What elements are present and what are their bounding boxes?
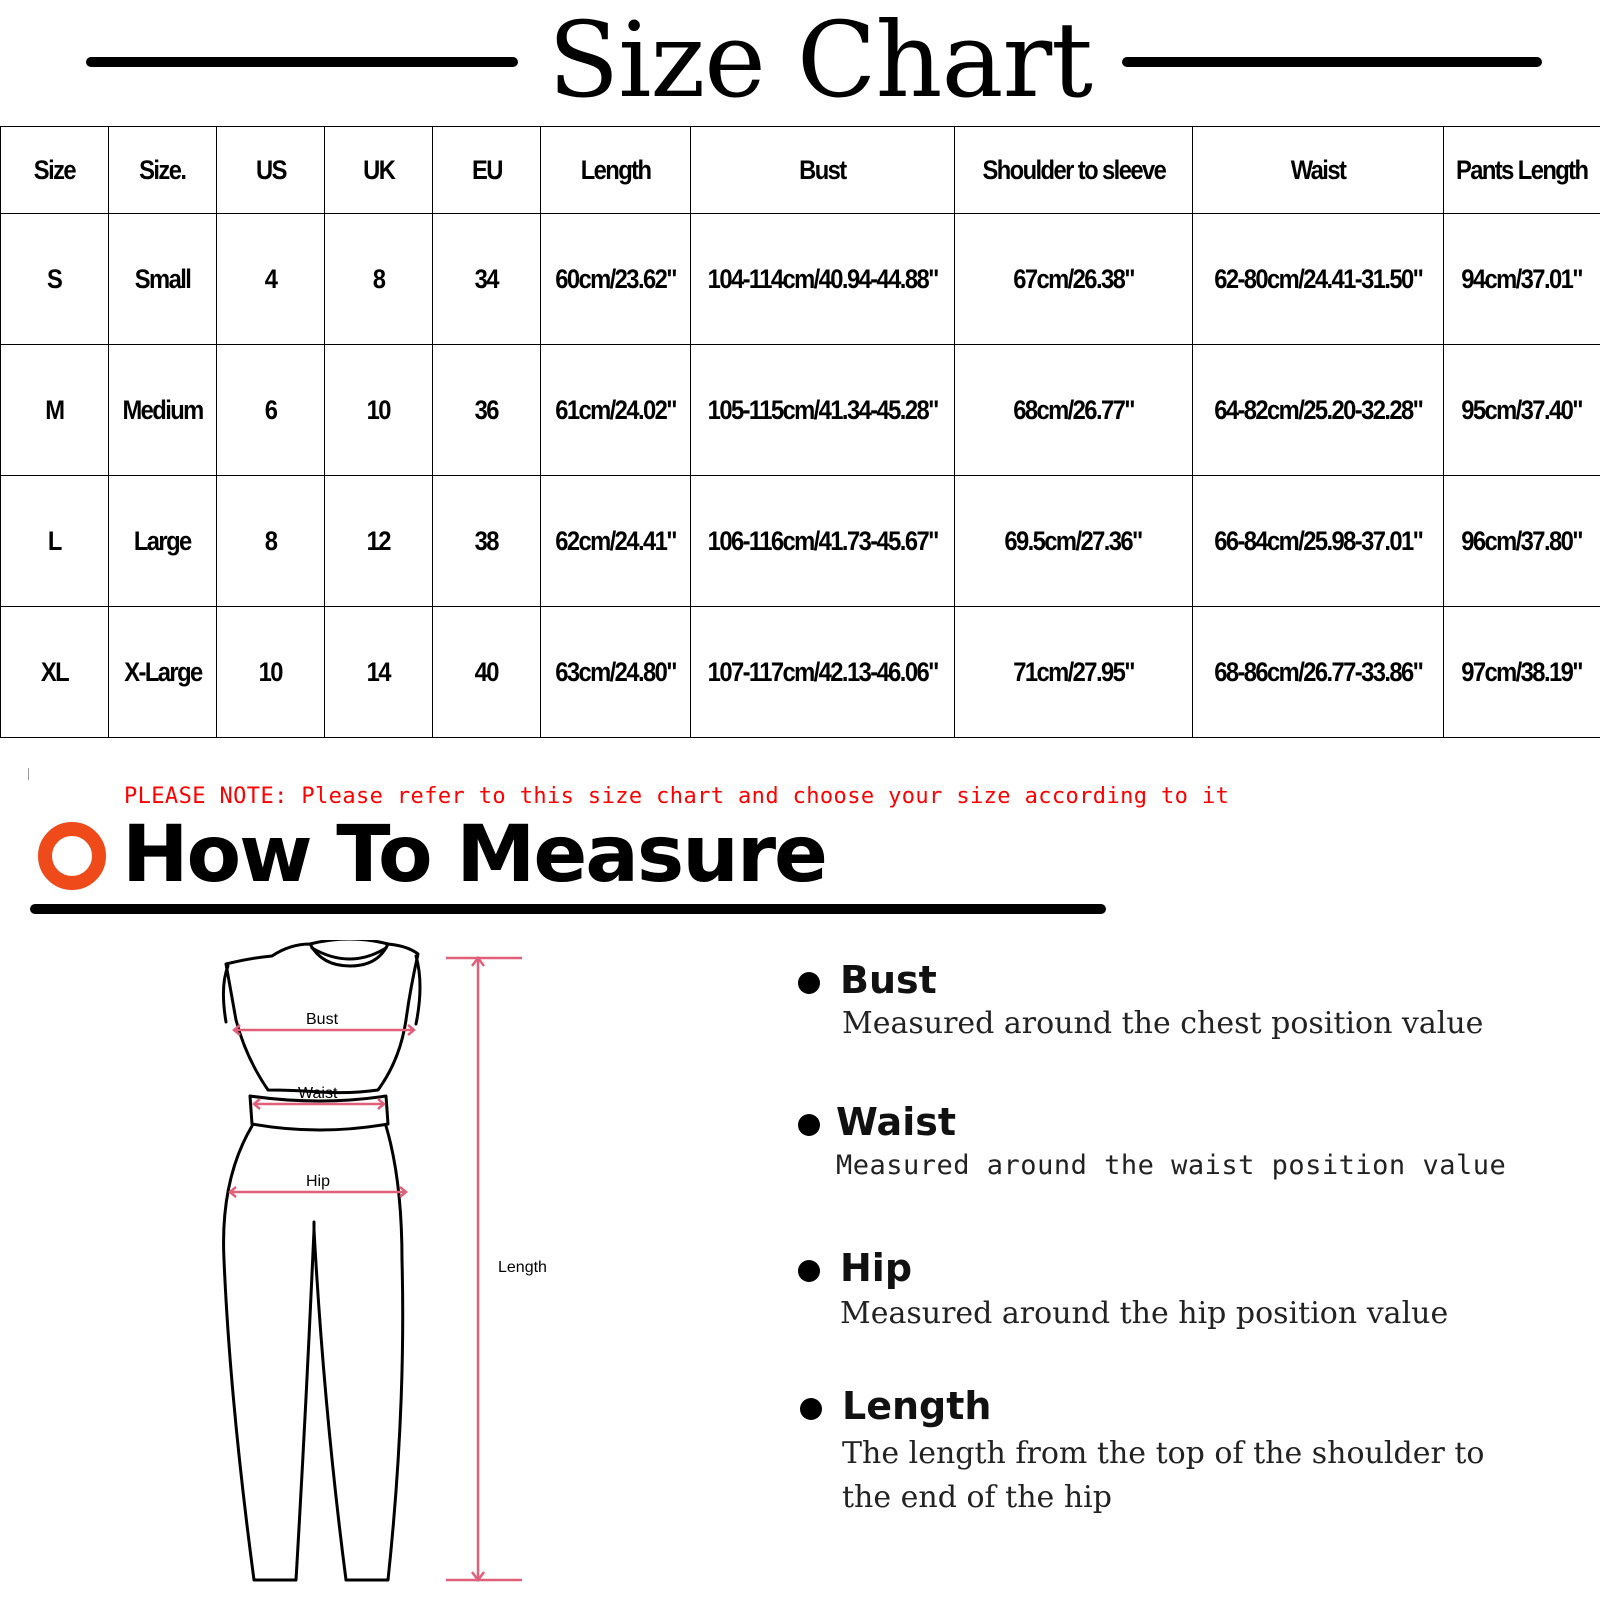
table-cell: Small bbox=[109, 214, 217, 345]
table-row bbox=[1, 607, 1600, 738]
measure-item-desc: Measured around the waist position value bbox=[836, 1150, 1507, 1181]
table-cell: 40 bbox=[433, 607, 541, 738]
section-rule bbox=[30, 904, 1106, 914]
measure-item-title: Hip bbox=[840, 1246, 913, 1290]
table-cell: 62-80cm/24.41-31.50" bbox=[1193, 214, 1444, 345]
pants-outline bbox=[224, 1126, 403, 1580]
header-cell: Length bbox=[541, 127, 691, 214]
table-cell: Large bbox=[109, 476, 217, 607]
header-cell: Shoulder to sleeve bbox=[955, 127, 1193, 214]
jumpsuit-diagram bbox=[210, 940, 550, 1590]
header-cell: US bbox=[217, 127, 325, 214]
table-cell: 10 bbox=[325, 345, 433, 476]
table-cell: 107-117cm/42.13-46.06" bbox=[691, 607, 955, 738]
table-cell: 10 bbox=[217, 607, 325, 738]
table-cell: 68-86cm/26.77-33.86" bbox=[1193, 607, 1444, 738]
table-cell: 95cm/37.40" bbox=[1444, 345, 1600, 476]
measure-item-desc: Measured around the chest position value bbox=[842, 1006, 1484, 1041]
waist-figure-label: Waist bbox=[298, 1085, 338, 1102]
measure-item-desc: The length from the top of the shoulder to bbox=[842, 1436, 1485, 1471]
measure-item-title: Length bbox=[842, 1384, 992, 1428]
table-cell: 12 bbox=[325, 476, 433, 607]
header-cell: Waist bbox=[1193, 127, 1444, 214]
table-cell: 8 bbox=[217, 476, 325, 607]
table-cell: 60cm/23.62" bbox=[541, 214, 691, 345]
table-cell: 67cm/26.38" bbox=[955, 214, 1193, 345]
table-cell: 106-116cm/41.73-45.67" bbox=[691, 476, 955, 607]
table-cell: 34 bbox=[433, 214, 541, 345]
table-row bbox=[1, 345, 1600, 476]
table-cell: 71cm/27.95" bbox=[955, 607, 1193, 738]
header-cell: Size. bbox=[109, 127, 217, 214]
table-cell: Medium bbox=[109, 345, 217, 476]
table-cell: 105-115cm/41.34-45.28" bbox=[691, 345, 955, 476]
table-cell: 62cm/24.41" bbox=[541, 476, 691, 607]
length-figure-label: Length bbox=[498, 1259, 547, 1276]
section-title: How To Measure bbox=[122, 810, 826, 900]
table-cell: 61cm/24.02" bbox=[541, 345, 691, 476]
page-title: Size Chart bbox=[548, 0, 1092, 121]
header-cell: Bust bbox=[691, 127, 955, 214]
bullet-icon bbox=[798, 1114, 820, 1136]
table-cell: 8 bbox=[325, 214, 433, 345]
table-cell: 96cm/37.80" bbox=[1444, 476, 1600, 607]
title-banner bbox=[0, 0, 1600, 120]
header-cell: EU bbox=[433, 127, 541, 214]
bullet-icon bbox=[798, 1260, 820, 1282]
table-cell: X-Large bbox=[109, 607, 217, 738]
table-cell: 66-84cm/25.98-37.01" bbox=[1193, 476, 1444, 607]
table-cell: L bbox=[1, 476, 109, 607]
header-cell: Size bbox=[1, 127, 109, 214]
table-cell: 97cm/38.19" bbox=[1444, 607, 1600, 738]
table-cell: XL bbox=[1, 607, 109, 738]
table-cell: 14 bbox=[325, 607, 433, 738]
measure-item-desc: Measured around the hip position value bbox=[840, 1296, 1449, 1331]
ring-icon bbox=[38, 822, 106, 890]
table-cell: M bbox=[1, 345, 109, 476]
table-cell: 69.5cm/27.36" bbox=[955, 476, 1193, 607]
header-cell: UK bbox=[325, 127, 433, 214]
bullet-icon bbox=[798, 972, 820, 994]
table-cell: 38 bbox=[433, 476, 541, 607]
size-note: PLEASE NOTE: Please refer to this size chart and choose your size according to it bbox=[124, 784, 1230, 809]
measure-item-title: Bust bbox=[840, 958, 937, 1002]
table-cell: 64-82cm/25.20-32.28" bbox=[1193, 345, 1444, 476]
divider-tick bbox=[28, 768, 29, 780]
table-cell: S bbox=[1, 214, 109, 345]
table-cell: 36 bbox=[433, 345, 541, 476]
header-cell: Pants Length bbox=[1444, 127, 1600, 214]
measure-item-desc-line2: the end of the hip bbox=[842, 1480, 1112, 1515]
table-cell: 104-114cm/40.94-44.88" bbox=[691, 214, 955, 345]
table-cell: 63cm/24.80" bbox=[541, 607, 691, 738]
table-cell: 94cm/37.01" bbox=[1444, 214, 1600, 345]
table-row bbox=[1, 476, 1600, 607]
title-rule-left bbox=[86, 57, 518, 67]
bullet-icon bbox=[800, 1398, 822, 1420]
size-table bbox=[0, 126, 1600, 738]
bust-figure-label: Bust bbox=[306, 1011, 339, 1028]
neckline bbox=[310, 940, 388, 944]
title-rule-right bbox=[1122, 57, 1542, 67]
hip-figure-label: Hip bbox=[306, 1173, 331, 1190]
table-cell: 68cm/26.77" bbox=[955, 345, 1193, 476]
table-cell: 6 bbox=[217, 345, 325, 476]
table-row bbox=[1, 214, 1600, 345]
table-cell: 4 bbox=[217, 214, 325, 345]
measure-item-title: Waist bbox=[836, 1100, 957, 1144]
table-header-row bbox=[1, 127, 1600, 214]
